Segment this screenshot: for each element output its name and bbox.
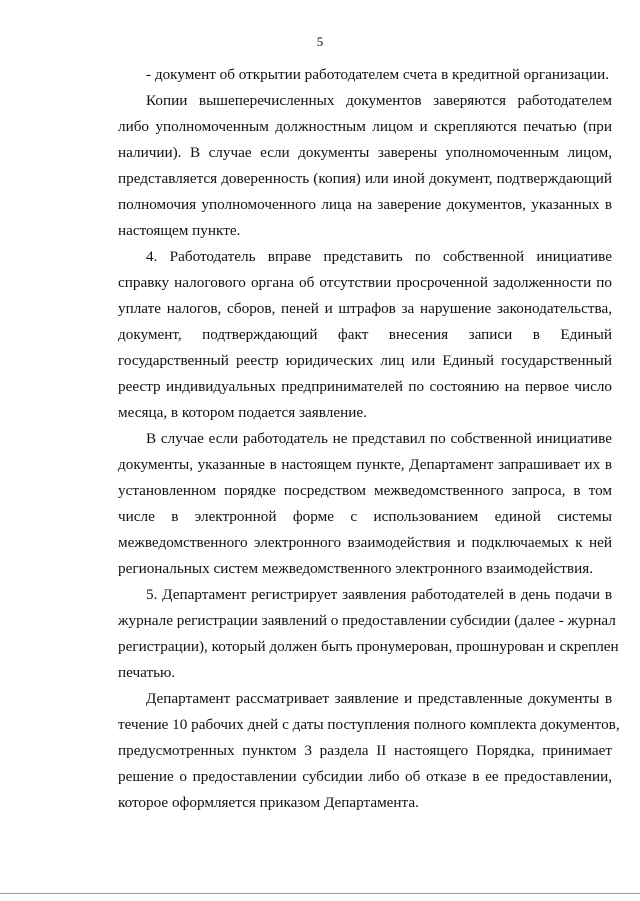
- document-body: [118, 62, 620, 816]
- text-line: справку налогового органа об отсутствии просроченной задолженности по: [118, 274, 612, 291]
- text-line: В случае если работодатель не представил по собственной инициативе: [146, 430, 612, 447]
- text-line: предусмотренных пунктом 3 раздела II настоящего Порядка, принимает: [118, 742, 612, 759]
- text-line: месяца, в котором подается заявление.: [118, 404, 367, 421]
- text-line: либо уполномоченным должностным лицом и скрепляются печатью (при: [118, 118, 612, 135]
- text-line: которое оформляется приказом Департамента.: [118, 794, 419, 811]
- text-line: регистрации), который должен быть пронумерован, прошнурован и скреплен: [118, 638, 619, 655]
- text-line: настоящем пункте.: [118, 222, 241, 239]
- text-line: печатью.: [118, 664, 176, 681]
- bottom-scan-edge: [0, 893, 640, 894]
- text-line: представляется доверенность (копия) или иной документ, подтверждающий: [118, 170, 612, 187]
- text-line: уплате налогов, сборов, пеней и штрафов за нарушение законодательства,: [118, 300, 612, 317]
- text-line: межведомственного электронного взаимодействия и подключаемых к ней: [118, 534, 612, 551]
- text-line: региональных систем межведомственного электронного взаимодействия.: [118, 560, 594, 577]
- text-line: документы, указанные в настоящем пункте, Департамент запрашивает их в: [118, 456, 612, 473]
- text-line: государственный реестр юридических лиц или Единый государственный: [118, 352, 612, 369]
- text-line: числе в электронной форме с использованием единой системы: [118, 508, 612, 525]
- text-line: журнале регистрации заявлений о предоставлении субсидии (далее - журнал: [118, 612, 616, 629]
- text-line: документ, подтверждающий факт внесения записи в Единый: [118, 326, 612, 343]
- text-line: 5. Департамент регистрирует заявления работодателей в день подачи в: [146, 586, 612, 603]
- text-line: наличии). В случае если документы заверены уполномоченным лицом,: [118, 144, 612, 161]
- text-line: решение о предоставлении субсидии либо об отказе в ее предоставлении,: [118, 768, 612, 785]
- page-number: 5: [316, 34, 324, 49]
- text-line: Копии вышеперечисленных документов заверяются работодателем: [146, 92, 612, 109]
- text-line: 4. Работодатель вправе представить по собственной инициативе: [146, 248, 612, 265]
- text-line: установленном порядке посредством межведомственного запроса, в том: [118, 482, 612, 499]
- text-line: течение 10 рабочих дней с даты поступления полного комплекта документов,: [118, 716, 620, 733]
- text-line: - документ об открытии работодателем счета в кредитной организации.: [146, 66, 610, 83]
- text-line: полномочия уполномоченного лица на заверение документов, указанных в: [118, 196, 612, 213]
- text-line: Департамент рассматривает заявление и представленные документы в: [146, 690, 612, 707]
- text-line: реестр индивидуальных предпринимателей по состоянию на первое число: [118, 378, 612, 395]
